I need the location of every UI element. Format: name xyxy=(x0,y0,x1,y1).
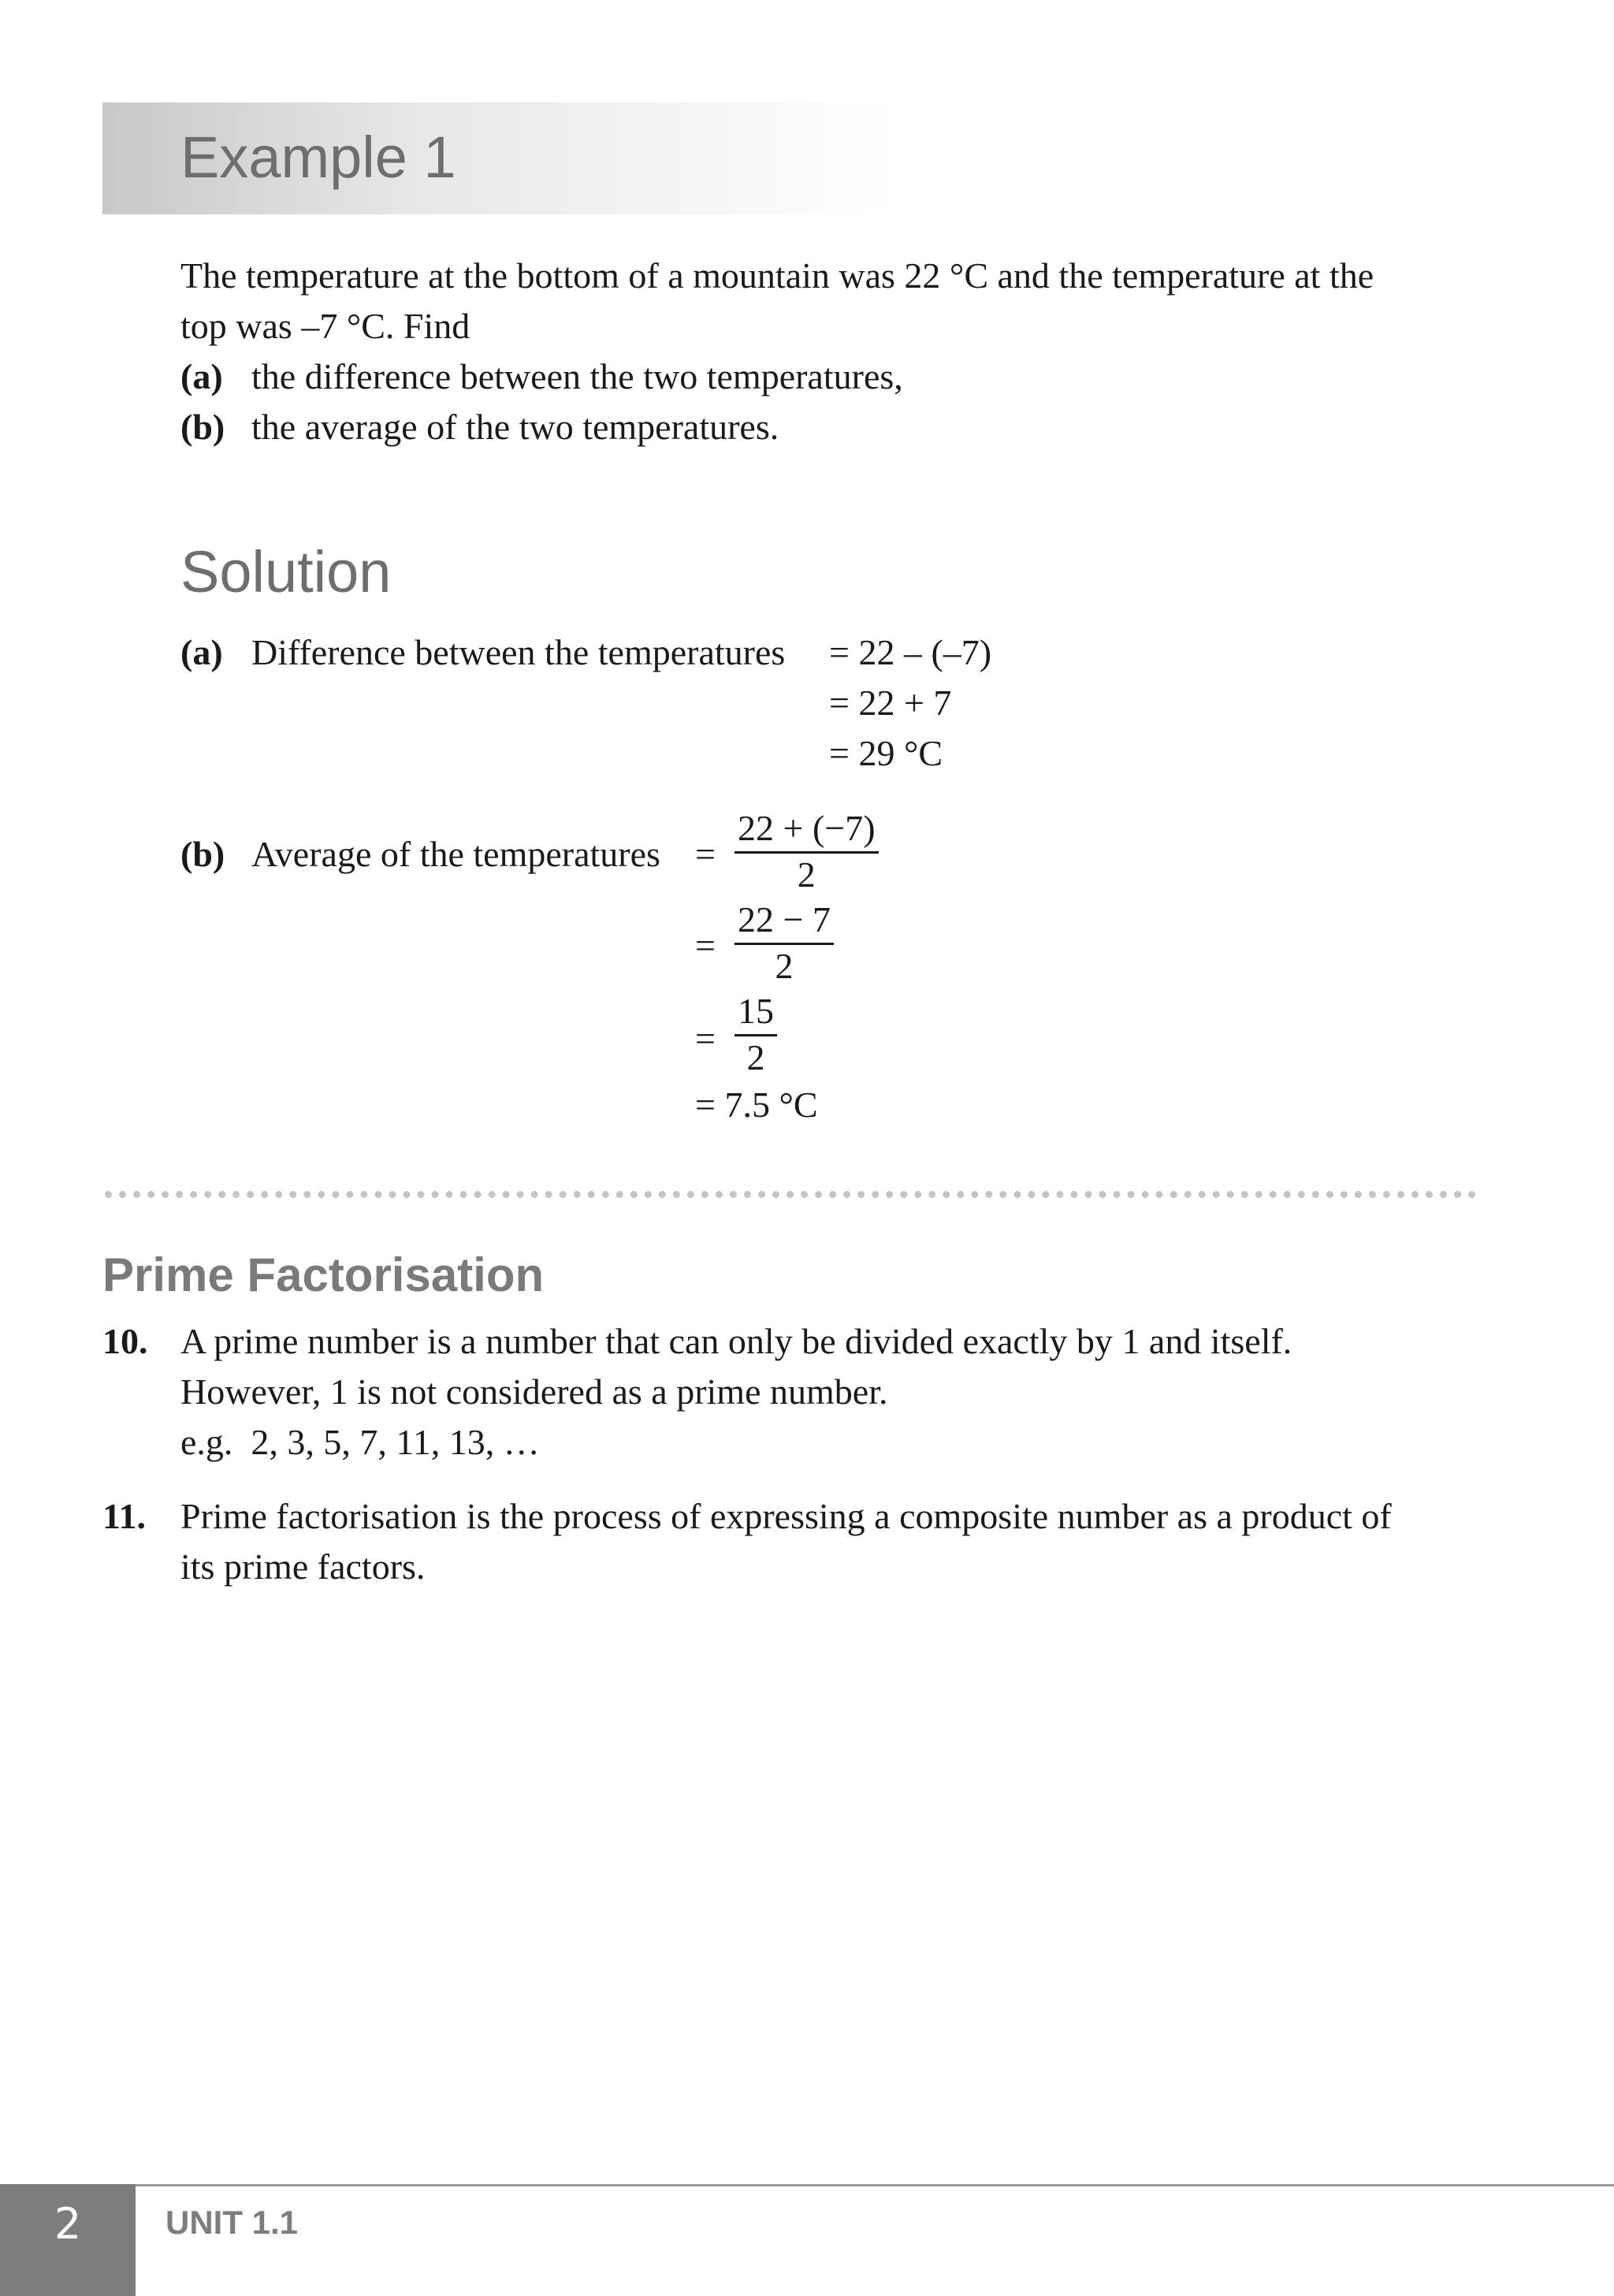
part-a-step-2: = 22 + 7 xyxy=(829,683,952,723)
item-text: the average of the two temperatures. xyxy=(251,407,779,447)
dotted-divider xyxy=(105,1191,1476,1198)
unit-label: UNIT 1.1 xyxy=(165,2204,299,2241)
page-number: 2 xyxy=(54,2198,82,2249)
solution-title: Solution xyxy=(180,539,392,605)
example-intro-line-1: The temperature at the bottom of a mountain was 22 °C and the temperature at the xyxy=(180,255,1374,296)
point-11-number: 11. xyxy=(102,1496,146,1536)
point-10-line-1: A prime number is a number that can only be divided exactly by 1 and itself. xyxy=(180,1321,1292,1361)
item-label: (a) xyxy=(180,356,223,396)
fraction-2-denominator: 2 xyxy=(775,946,794,986)
point-10-line-2: However, 1 is not considered as a prime number. xyxy=(180,1371,888,1412)
fraction-1-denominator: 2 xyxy=(797,854,816,895)
item-label: (b) xyxy=(180,407,225,447)
fraction-3-numerator: 15 xyxy=(734,990,777,1036)
fraction-2-numerator: 22 − 7 xyxy=(734,899,834,945)
example-intro-line-2: top was –7 °C. Find xyxy=(180,306,470,346)
point-10-number: 10. xyxy=(102,1321,148,1361)
part-a-step-1: = 22 – (–7) xyxy=(829,632,992,672)
fraction-1 xyxy=(734,807,879,896)
equals-sign: = xyxy=(695,1018,716,1059)
fraction-2 xyxy=(734,899,834,988)
example-item-b xyxy=(180,402,779,452)
example-item-a xyxy=(180,352,903,402)
part-label: (b) xyxy=(180,834,225,874)
fraction-1-numerator: 22 + (−7) xyxy=(734,807,879,854)
fraction-3 xyxy=(734,990,777,1079)
equals-sign: = xyxy=(695,834,716,874)
point-10-example: e.g. 2, 3, 5, 7, 11, 13, … xyxy=(180,1422,540,1462)
part-a-text: Difference between the temperatures xyxy=(251,632,786,672)
section-heading: Prime Factorisation xyxy=(102,1248,545,1301)
part-b-result: = 7.5 °C xyxy=(695,1085,818,1125)
equals-sign: = xyxy=(695,925,716,966)
solution-part-a xyxy=(180,627,786,678)
point-11-line-1: Prime factorisation is the process of expressing a composite number as a product of xyxy=(180,1496,1392,1536)
example-title: Example 1 xyxy=(180,125,456,190)
solution-part-b xyxy=(180,829,660,880)
point-11-line-2: its prime factors. xyxy=(180,1546,426,1587)
fraction-3-denominator: 2 xyxy=(746,1037,765,1077)
part-a-step-3: = 29 °C xyxy=(829,733,943,773)
item-text: the difference between the two temperatures, xyxy=(251,356,903,396)
part-label: (a) xyxy=(180,632,223,672)
footer-rule xyxy=(0,2184,1614,2186)
part-b-text: Average of the temperatures xyxy=(251,834,660,874)
